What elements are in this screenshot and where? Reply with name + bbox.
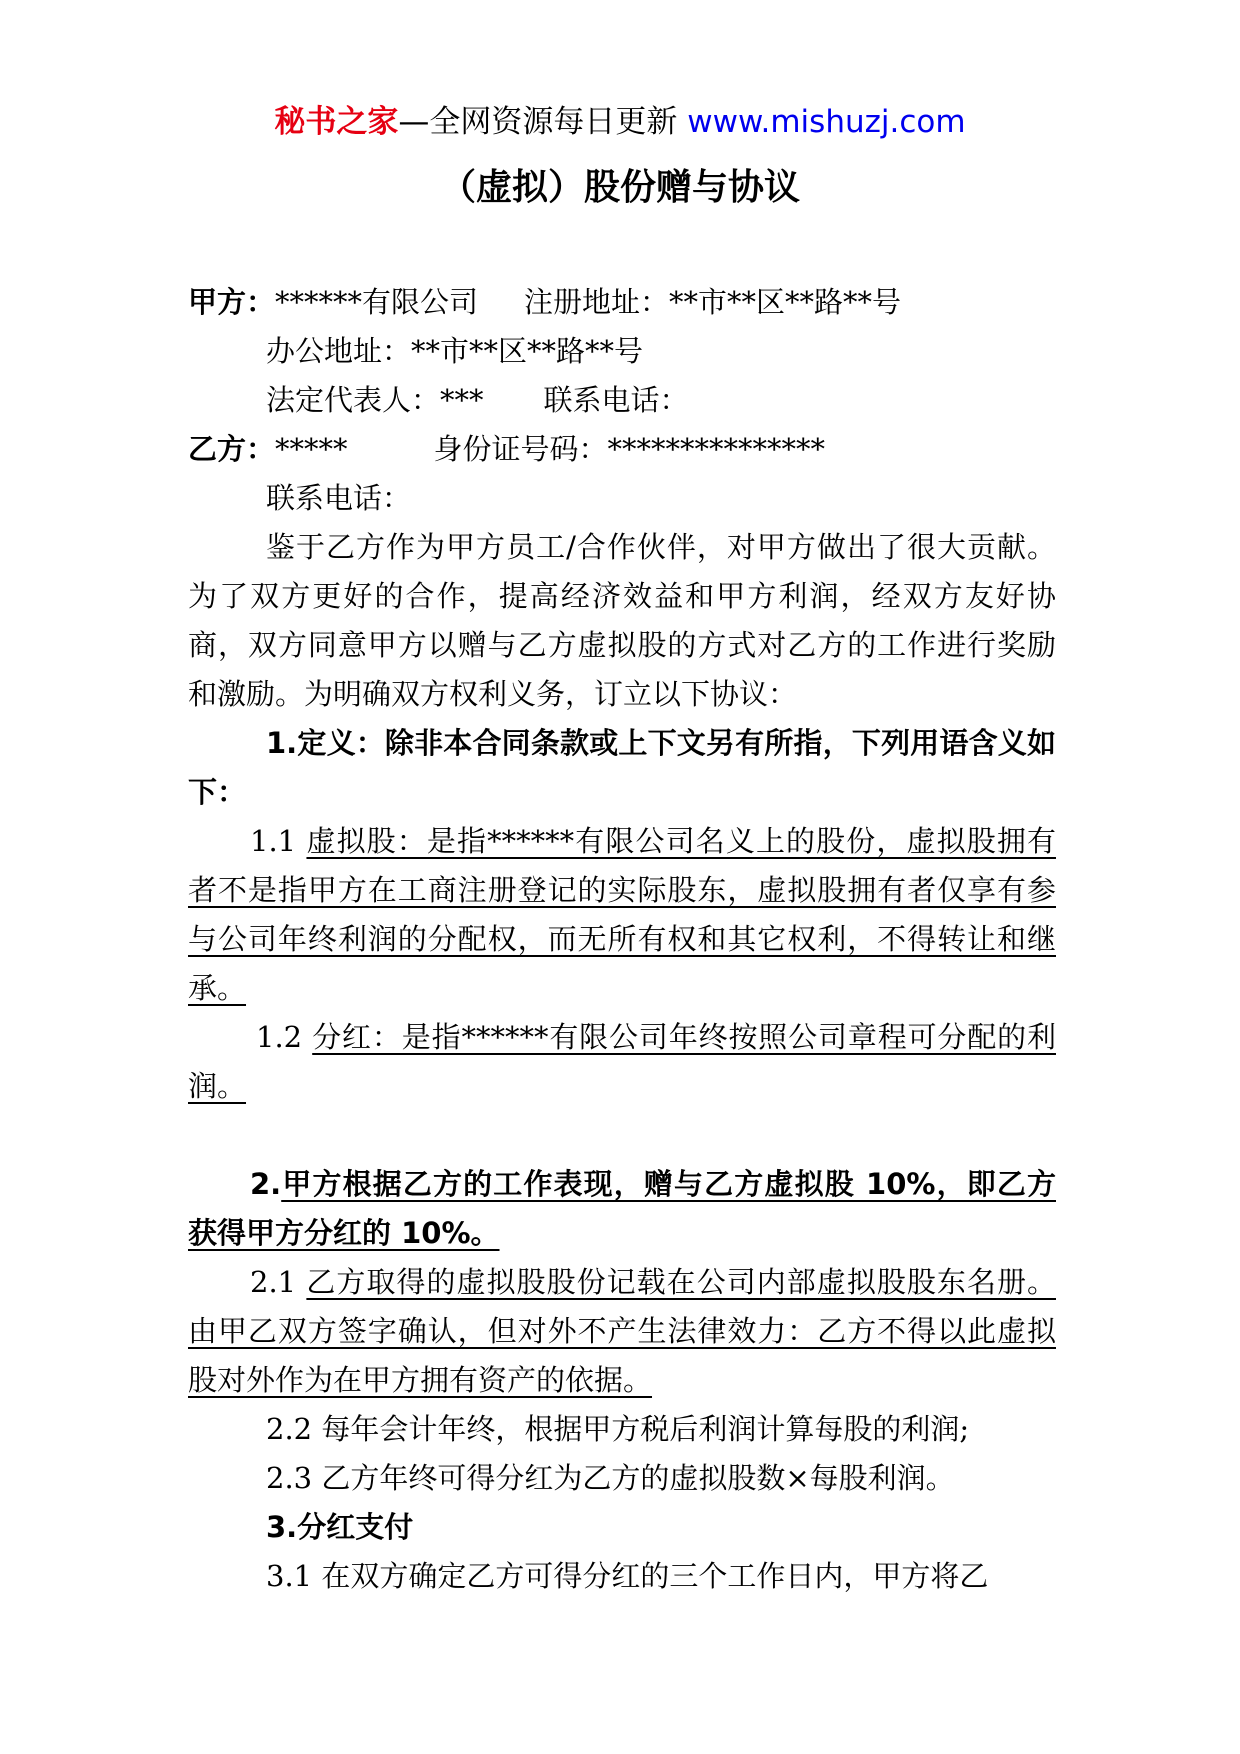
party-a-name: ******有限公司 (275, 285, 479, 319)
party-a-reg-address: 注册地址：**市**区**路**号 (524, 285, 902, 319)
clause-2-2: 2.2 每年会计年终，根据甲方税后利润计算每股的利润; (266, 1412, 970, 1446)
preamble-paragraph: 鉴于乙方作为甲方员工/合作伙伴，对甲方做出了很大贡献。为了双方更好的合作，提高经济效益和甲方利润，经双方友好协商，双方同意甲方以赠与乙方虚拟股的方式对乙方的工作进行奖励和激励。为明确双方权利义务，订立以下协议： (188, 530, 1056, 711)
party-a-phone: 联系电话： (543, 383, 689, 417)
party-b-phone: 联系电话： (266, 481, 412, 515)
clause-2-1 (188, 1258, 1056, 1405)
document-body (188, 278, 1056, 1601)
party-a-office-address: 办公地址：**市**区**路**号 (266, 334, 644, 368)
party-b-id-number: 身份证号码：*************** (433, 432, 826, 466)
section2-heading-text: 甲方根据乙方的工作表现，赠与乙方虚拟股 10%，即乙方获得甲方分红的 10%。 (188, 1167, 1056, 1250)
brand-name: 秘书之家 (274, 104, 399, 140)
party-b-line (188, 425, 1056, 474)
party-b-label: 乙方： (188, 432, 276, 466)
clause-2-3: 2.3 乙方年终可得分红为乙方的虚拟股数×每股利润。 (266, 1461, 955, 1495)
clause-1-2 (188, 1013, 1056, 1111)
party-a-label: 甲方： (188, 285, 276, 319)
clause-1-1 (188, 817, 1056, 1013)
section1-heading: 1.定义：除非本合同条款或上下文另有所指，下列用语含义如下： (188, 726, 1056, 809)
party-a-rep-line (188, 376, 1056, 425)
section3-heading: 3.分红支付 (266, 1510, 414, 1544)
party-a-line (188, 278, 1056, 327)
clause-1-1-text: 虚拟股：是指******有限公司名义上的股份，虚拟股拥有者不是指甲方在工商注册登记的实际股东，虚拟股拥有者仅享有参与公司年终利润的分配权，而无所有权和其它权利，不得转让和继承。 (188, 824, 1056, 1005)
document-title: （虚拟）股份赠与协议 (439, 167, 800, 208)
site-url-link[interactable]: www.mishuzj.com (687, 104, 966, 140)
party-b-name: ***** (275, 432, 348, 466)
section2-heading (188, 1160, 1056, 1258)
clause-1-1-number: 1.1 (250, 824, 307, 858)
section-spacer (188, 1111, 1056, 1160)
header-tagline: —全网资源每日更新 (398, 104, 688, 140)
party-a-legal-rep: 法定代表人：*** (266, 383, 484, 417)
clause-3-1: 3.1 在双方确定乙方可得分红的三个工作日内，甲方将乙 (266, 1559, 989, 1593)
clause-2-1-text: 乙方取得的虚拟股股份记载在公司内部虚拟股股东名册。由甲乙双方签字确认，但对外不产生法律效力：乙方不得以此虚拟股对外作为在甲方拥有资产的依据。 (188, 1265, 1056, 1397)
clause-2-1-number: 2.1 (250, 1265, 307, 1299)
clause-1-2-text: 分红：是指******有限公司年终按照公司章程可分配的利润。 (188, 1020, 1056, 1103)
section2-heading-number: 2. (250, 1167, 282, 1201)
party-a-office-line (188, 327, 1056, 376)
site-header (0, 100, 1240, 144)
clause-1-2-number: 1.2 (256, 1020, 313, 1054)
party-b-phone-line (188, 474, 1056, 523)
